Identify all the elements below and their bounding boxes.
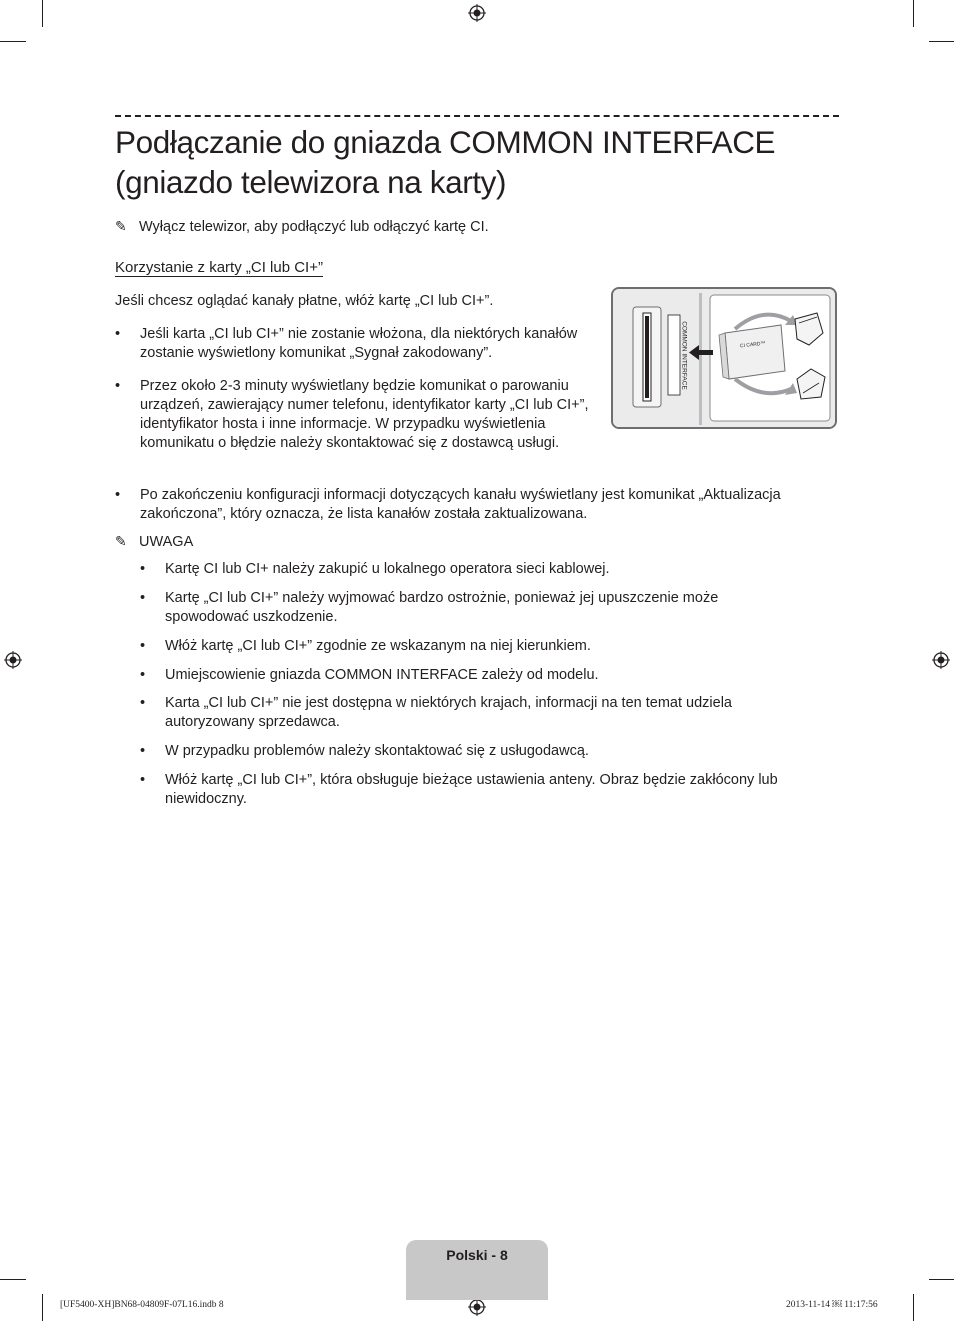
crop-mark [913, 0, 914, 27]
crop-mark [42, 1294, 43, 1321]
list-item: • Kartę „CI lub CI+” należy wyjmować bardzo ostrożnie, ponieważ jej upuszczenie może spowodować uszkodzenie. [140, 590, 719, 625]
footer-timestamp: 2013-11-14 ￼ 11:17:56 [786, 1300, 878, 1310]
list-item: • Umiejscowienie gniazda COMMON INTERFACE zależy od modelu. [140, 667, 599, 683]
list-item: • Włóż kartę „CI lub CI+”, która obsługuje bieżące ustawienia anteny. Obraz będzie zakłócony lub niewidoczny. [140, 772, 778, 807]
top-note [115, 217, 489, 237]
list-item: • Po zakończeniu konfiguracji informacji dotyczących kanału wyświetlany jest komunikat „Aktualizacja zakończona”, który oznacza, że lista kanałów została zaktualizowana. [115, 487, 781, 522]
list-item: • W przypadku problemów należy skontaktować się z usługodawcą. [140, 743, 589, 759]
registration-mark-icon [932, 651, 950, 669]
registration-mark-icon [468, 4, 486, 22]
list-item: • Kartę CI lub CI+ należy zakupić u lokalnego operatora sieci kablowej. [140, 561, 610, 577]
ci-slot-diagram [613, 289, 835, 427]
list-item: • Jeśli karta „CI lub CI+” nie zostanie włożona, dla niektórych kanałów zostanie wyświetlony komunikat „Sygnał zakodowany”. [115, 326, 578, 361]
crop-mark [929, 1279, 954, 1280]
ci-card-illustration [611, 287, 837, 429]
registration-mark-icon [468, 1298, 486, 1316]
pencil-note-icon: ✎ [115, 218, 127, 234]
intro-text: Jeśli chcesz oglądać kanały płatne, włóż kartę „CI lub CI+”. [115, 293, 494, 309]
list-item: • Włóż kartę „CI lub CI+” zgodnie ze wskazanym na niej kierunkiem. [140, 638, 591, 654]
slot-label: COMMON INTERFACE [680, 321, 688, 390]
uwaga-note [115, 532, 193, 552]
top-note-text: Wyłącz telewizor, aby podłączyć lub odłączyć kartę CI. [139, 219, 489, 235]
section-heading: Korzystanie z karty „CI lub CI+” [115, 259, 323, 276]
uwaga-label: UWAGA [139, 534, 194, 550]
crop-mark [42, 0, 43, 27]
pencil-note-icon: ✎ [115, 533, 127, 549]
page-number: Polski - 8 [446, 1247, 508, 1263]
page-title: Podłączanie do gniazda COMMON INTERFACE (gniazdo telewizora na karty) [115, 124, 776, 200]
list-item: • Karta „CI lub CI+” nie jest dostępna w niektórych krajach, informacji na ten temat udziela autoryzowany sprzedawca. [140, 695, 732, 730]
crop-mark [0, 1279, 26, 1280]
crop-mark [913, 1294, 914, 1321]
footer-filename: [UF5400-XH]BN68-04809F-07L16.indb 8 [60, 1300, 224, 1310]
card-label: CI CARD™ [739, 340, 766, 350]
title-divider [115, 115, 839, 117]
registration-mark-icon [4, 651, 22, 669]
crop-mark [929, 41, 954, 42]
list-item: • Przez około 2-3 minuty wyświetlany będzie komunikat o parowaniu urządzeń, zawierający numer telefonu, identyfikator karty „CI lub CI+”, identyfikator hosta i inne informacje. W przypadku wyświetlenia komunikatu o błędzie należy skontaktować się z dostawcą usługi. [115, 378, 589, 451]
crop-mark [0, 41, 26, 42]
